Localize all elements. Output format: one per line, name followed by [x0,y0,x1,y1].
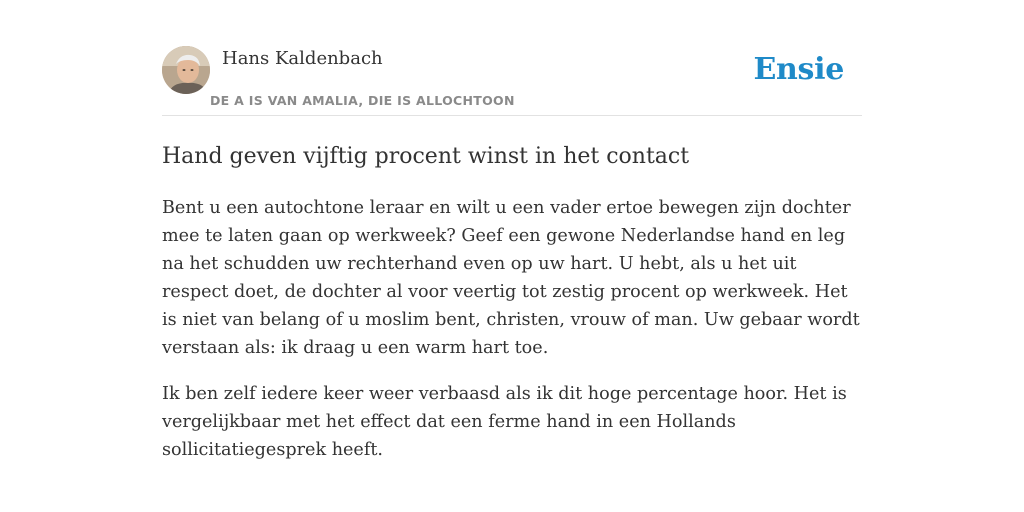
author-photo-icon [162,46,210,94]
article-title: Hand geven vijftig procent winst in het contact [162,144,690,169]
article-paragraph: Bent u een autochtone leraar en wilt u een vader ertoe bewegen zijn dochter mee te laten gaan op werkweek? Geef een gewone Nederlandse hand en leg na het schudden uw rechterhand even op uw hart. U hebt, als u het uit respect doet, de dochter al voor veertig tot zestig procent op werkweek. Het is niet van belang of u moslim bent, christen, vrouw of man. Uw gebaar wordt verstaan als: ik draag u een warm hart toe. [162,198,860,358]
brand-logo[interactable]: Ensie [753,52,844,87]
article-header [162,46,862,116]
entry-subtitle[interactable]: DE A IS VAN AMALIA, DIE IS ALLOCHTOON [210,93,515,108]
author-name[interactable]: Hans Kaldenbach [222,48,383,69]
article-card [162,46,862,464]
author-avatar[interactable] [162,46,210,94]
article-paragraph: Ik ben zelf iedere keer weer verbaasd als ik dit hoge percentage hoor. Het is vergelijkbaar met het effect dat een ferme hand in een Hollands sollicitatiegesprek heeft. [162,384,847,460]
